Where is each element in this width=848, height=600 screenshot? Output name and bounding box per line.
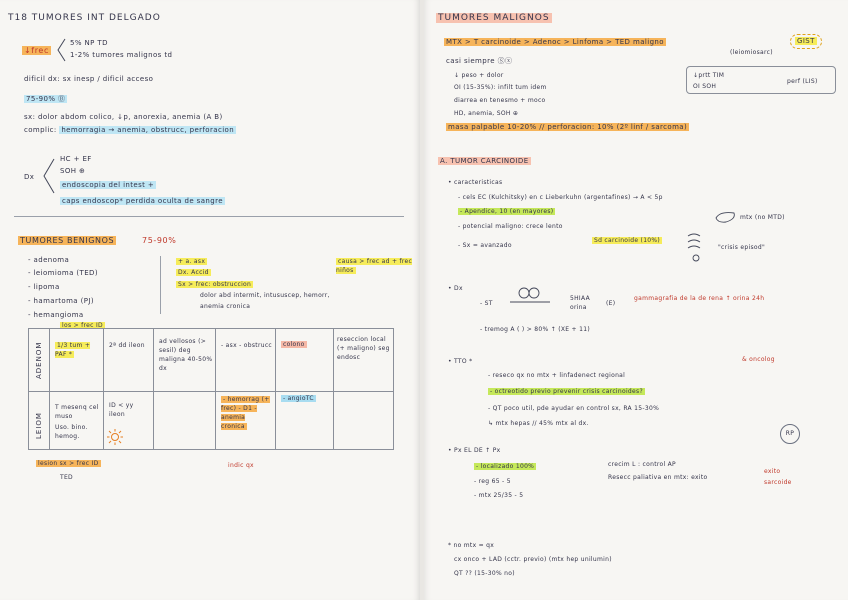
table-above-note: los > frec ID [62, 322, 103, 329]
sx-line: diarrea en tenesmo + moco [454, 97, 546, 104]
dx-item-2: SOH ⊕ [60, 167, 86, 175]
benign-feature: dolor abd intermit, intususcep, hemorr, [200, 292, 330, 299]
caract-item: - Sx = avanzado [458, 242, 512, 249]
complic-row [24, 125, 236, 136]
mtx-note: mtx (no MTD) [740, 214, 785, 221]
legend-line: ↓prtt TIM [693, 72, 725, 79]
benign-list-item: - adenoma [28, 256, 70, 264]
dx-gammagrafia: gammagrafia de la de rena ↑ orina 24h [634, 295, 765, 302]
frequency-sub: (leiomiosarc) [730, 49, 773, 56]
benign-list-item: - leiomioma (TED) [28, 269, 98, 277]
dx-label: Dx [24, 173, 35, 181]
px-right: exito [764, 468, 781, 475]
table-cell: ad vellosos (> sesil) deg maligna 40-50% dx [159, 338, 213, 372]
legend-line: OI SOH [693, 83, 717, 90]
px-item: - mtx 25/35 - 5 [474, 492, 524, 499]
brace-icon [55, 38, 67, 62]
benign-feature: Dx. Accid [178, 269, 209, 276]
tto-item: ↳ mtx hepas // 45% mtx al dx. [488, 420, 589, 427]
rp-badge: RP [780, 424, 800, 444]
sd-carcinoide: Sd carcinoide (10%) [594, 237, 661, 244]
liver-icon [714, 210, 738, 224]
bottom-line: QT ?? (15-30% no) [454, 570, 515, 577]
px-right: sarcoide [764, 479, 792, 486]
dx-item-1: HC + EF [60, 155, 92, 163]
page-title: T18 TUMORES INT DELGADO [8, 13, 161, 23]
tto-item: - QT poco util, pde ayudar en control sx, RA 15-30% [488, 405, 660, 412]
legend-line: perf (LIS) [787, 78, 818, 85]
table-cell: T mesenq cel muso [55, 404, 99, 420]
bottom-line: * no mtx = qx [448, 542, 495, 549]
benign-feature: anemia cronica [200, 303, 251, 310]
dx-5hiaa: 5HIAA orina [570, 295, 590, 311]
table-cell: ID < yy ileon [109, 402, 134, 418]
below-table-note: TED [60, 474, 73, 481]
legend-box [686, 66, 836, 94]
px-right: Resecc paliativa en mtx: exito [608, 474, 708, 481]
tto-item: - octreotido previo prevenir crisis carcinoides? [490, 388, 643, 395]
table-cell: Uso. bino. hemog. [55, 424, 88, 440]
benign-feature: + a. asx [178, 258, 206, 265]
caract-item: - Apendice, 10 (en mayores) [460, 208, 554, 215]
section-divider [14, 216, 404, 217]
benign-tumor-table [28, 328, 394, 450]
benign-feature: Sx > frec: obstruccion [178, 281, 252, 288]
dx-tremog: - tremog A ( ) > 80% ↑ (XE + 11) [480, 326, 590, 333]
table-cell: reseccion local (+ maligno) seg endosc [337, 336, 390, 361]
frec-line-1: 5% NP TD [70, 39, 108, 47]
table-cell: - angioTC [283, 395, 314, 402]
caract-label: • caracteristicas [448, 179, 503, 186]
tto-label: • TTO * [448, 358, 473, 365]
masa-palpable: masa palpable 10-20% // perforacion: 10% (2º linf / sarcoma) [448, 123, 688, 131]
benign-percent: 75-90% Ⓑ [26, 95, 66, 103]
bottom-line: cx onco + LAD (cctr. previo) (mtx hep unilumin) [454, 556, 612, 563]
row-label-adenoma: ADENOM [35, 341, 43, 379]
dx-label: • Dx [448, 285, 463, 292]
right-notebook-page [424, 0, 848, 600]
dx-e: (E) [606, 300, 616, 307]
below-table-note: indic qx [228, 462, 254, 469]
crisis-note: "crisis episod" [718, 244, 766, 251]
below-table-note: lesion sx > frec ID [38, 460, 99, 467]
dificil-dx: dificil dx: sx inesp / dificil acceso [24, 75, 154, 83]
sx-line: OI (15-35%): infilt tum idem [454, 84, 547, 91]
carcinoide-title: A. TUMOR CARCINOIDE [440, 157, 529, 165]
divider [160, 256, 161, 314]
benignos-pct: 75-90% [142, 236, 177, 245]
sun-icon [107, 429, 123, 445]
px-right: crecim L : control AP [608, 461, 676, 468]
complic-text: hemorragia → anemia, obstrucc, perforacion [61, 126, 235, 134]
table-cell: 2ª dd ileon [109, 342, 145, 349]
benign-list-item: - hemangioma [28, 311, 84, 319]
brace-icon [40, 158, 56, 194]
dx-item-3: endoscopia del intest + [62, 181, 155, 189]
table-cell: - hemorrag (+ frec) - D1 - anemia cronica [221, 396, 270, 430]
flush-icon [686, 232, 706, 262]
px-item: - reg 65 - 5 [474, 478, 511, 485]
benignos-title: TUMORES BENIGNOS [20, 236, 115, 245]
table-cell: colono [283, 341, 305, 348]
complic-label: complic: [24, 126, 57, 134]
caract-item: - cels EC (Kulchitsky) en c Lieberkuhn (argentafines) → A < 5p [458, 194, 663, 201]
frec-line-2: 1-2% tumores malignos td [70, 51, 173, 59]
dx-item-4: caps endoscop* perdida oculta de sangre [62, 197, 223, 205]
sx-line: ↓ peso + dolor [454, 72, 504, 79]
table-cell: 1/3 tum + PAF * [55, 342, 91, 358]
caract-item: - potencial maligno: crece lento [458, 223, 563, 230]
tto-oncolog: & oncolog [742, 356, 775, 363]
sx-line: sx: dolor abdom colico, ↓p, anorexia, anemia (A B) [24, 113, 223, 121]
dx-st: - ST [480, 300, 493, 307]
frec-label: ↓frec [24, 46, 49, 55]
benign-list-item: - hamartoma (PJ) [28, 297, 94, 305]
row-label-leiomioma: LEIOM [35, 412, 43, 439]
molecule-icon [510, 286, 550, 306]
sx-line: HD, anemia, SOH ⊕ [454, 110, 519, 117]
frequency-chain: MTX > T carcinoide > Adenoc > Linfoma > TED maligno [446, 38, 664, 46]
gist-badge: GIST [797, 37, 815, 45]
tto-item: - reseco qx no mtx + linfadenect regional [488, 372, 626, 379]
casi-siempre: casi siempre Ⓢⓧ [446, 57, 513, 65]
px-item: - localizado 100% [476, 463, 535, 470]
left-notebook-page [0, 0, 420, 600]
causa-note: causa > frec ad + frec niños [336, 258, 413, 274]
table-cell: - asx - obstrucc [221, 342, 273, 349]
benign-list-item: - lipoma [28, 283, 60, 291]
px-label: • Px EL DE ↑ Px [448, 447, 501, 454]
malignos-title: TUMORES MALIGNOS [438, 13, 550, 23]
